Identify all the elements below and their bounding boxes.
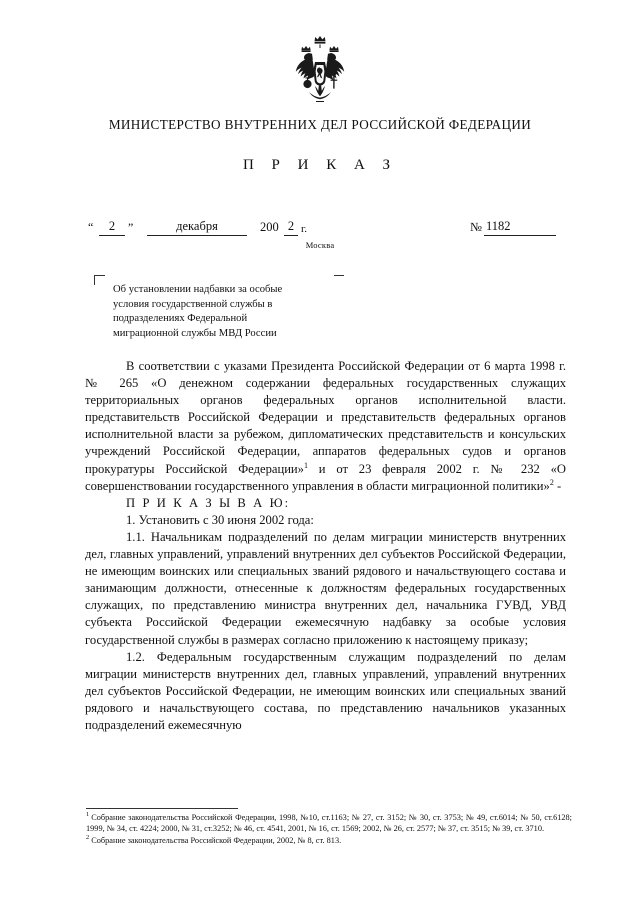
quote-open: “	[88, 220, 94, 234]
footnote-reference-2[interactable]: 2	[549, 477, 554, 487]
order-number-field[interactable]: 1182	[484, 219, 556, 236]
subject-line: миграционной службы МВД России	[113, 327, 277, 339]
russian-double-headed-eagle-emblem	[289, 34, 351, 106]
footnote-1-marker: 1	[86, 811, 90, 819]
year-suffix: г.	[301, 223, 308, 235]
footnote-2-text: Собрание законодательства Российской Федерации, 2002, № 8, ст. 813.	[91, 835, 342, 845]
number-symbol: №	[470, 220, 482, 234]
quote-close: ”	[128, 220, 134, 234]
year-digit-field[interactable]: 2	[284, 219, 298, 236]
command-heading: П Р И К А З Ы В А Ю:	[126, 495, 291, 510]
footnote-separator	[86, 808, 238, 809]
subject-line: условия государственной службы в	[113, 298, 273, 310]
subject-line: Об установлении надбавки за особые	[113, 284, 283, 295]
footnote-1	[86, 813, 572, 835]
footnote-2-marker: 2	[86, 834, 90, 842]
date-and-number-row	[88, 219, 554, 239]
footnote-2	[86, 836, 572, 847]
subject-bracket-top-left	[94, 275, 105, 285]
ministry-title: МИНИСТЕРСТВО ВНУТРЕННИХ ДЕЛ РОССИЙСКОЙ ФЕДЕРАЦИИ	[108, 117, 532, 132]
month-field[interactable]: декабря	[147, 219, 247, 236]
subject-line: подразделениях Федеральной	[113, 313, 248, 324]
year-prefix: 200	[260, 220, 279, 234]
preamble-text-part2: и от 23 февраля 2002 г. № 232 «О совершенствовании государственного управления в области миграционной политики»	[85, 461, 566, 493]
document-type-heading: П Р И К А З	[242, 157, 398, 173]
clause-1-1: 1.1. Начальникам подразделений по делам миграции министерств внутренних дел, главных управлений, управлений внутренних дел субъектов Российской Федерации, не имеющим воинских или специальных званий рядового и начальствующего состава и занимающим должности, отнесенные к должностям федеральных государственных служащих, по представлению министра внутренних дел, начальника ГУВД, УВД субъекта Российской Федерации ежемесячную надбавку за особые условия государственной службы в размерах согласно приложению к настоящему приказу;	[85, 529, 566, 647]
subject-block	[113, 283, 328, 341]
document-body	[85, 358, 566, 734]
clause-1: 1. Установить с 30 июня 2002 года:	[126, 512, 314, 527]
clause-1-2: 1.2. Федеральным государственным служащим подразделений по делам миграции министерств внутренних дел, главных управлений, управлений внутренних дел субъектов Российской Федерации, не имеющим воинских или специальных званий рядового и начальствующего состава, по представлению начальников указанных подразделений ежемесячную	[85, 649, 566, 732]
preamble-text-part3: -	[553, 478, 562, 493]
footnote-1-text: Собрание законодательства Российской Федерации, 1998, №10, ст.1163; № 27, ст. 3152; № 30, ст. 3753; № 49, ст.6014; № 50, ст.6128; 1999, № 34, ст. 4224; 2000, № 31, ст.3252; № 46, ст. 4541, 2001, № 16, ст. 1569; 2002, № 26, ст. 2577; № 37, ст. 3515; № 39, ст. 3710.	[86, 813, 572, 833]
day-field[interactable]: 2	[99, 219, 125, 236]
subject-bracket-top-right	[334, 275, 344, 277]
preamble-paragraph	[85, 358, 566, 495]
footnote-area	[86, 813, 572, 848]
footnote-reference-1[interactable]: 1	[303, 460, 308, 470]
preamble-text-part1: В соответствии с указами Президента Российской Федерации от 6 марта 1998 г. № 265 «О денежном содержании федеральных государственных служащих территориальных органов федеральных органов исполнительной власти. представительств Российской Федерации и представительств федеральных органов исполнительной власти за рубежом, дипломатических представительств и консульских учреждений Российской Федерации, аппаратов федеральных судов и органов прокуратуры Российской Федерации»	[85, 359, 566, 476]
city-label: Москва	[305, 240, 335, 250]
emblem-container	[0, 34, 640, 111]
